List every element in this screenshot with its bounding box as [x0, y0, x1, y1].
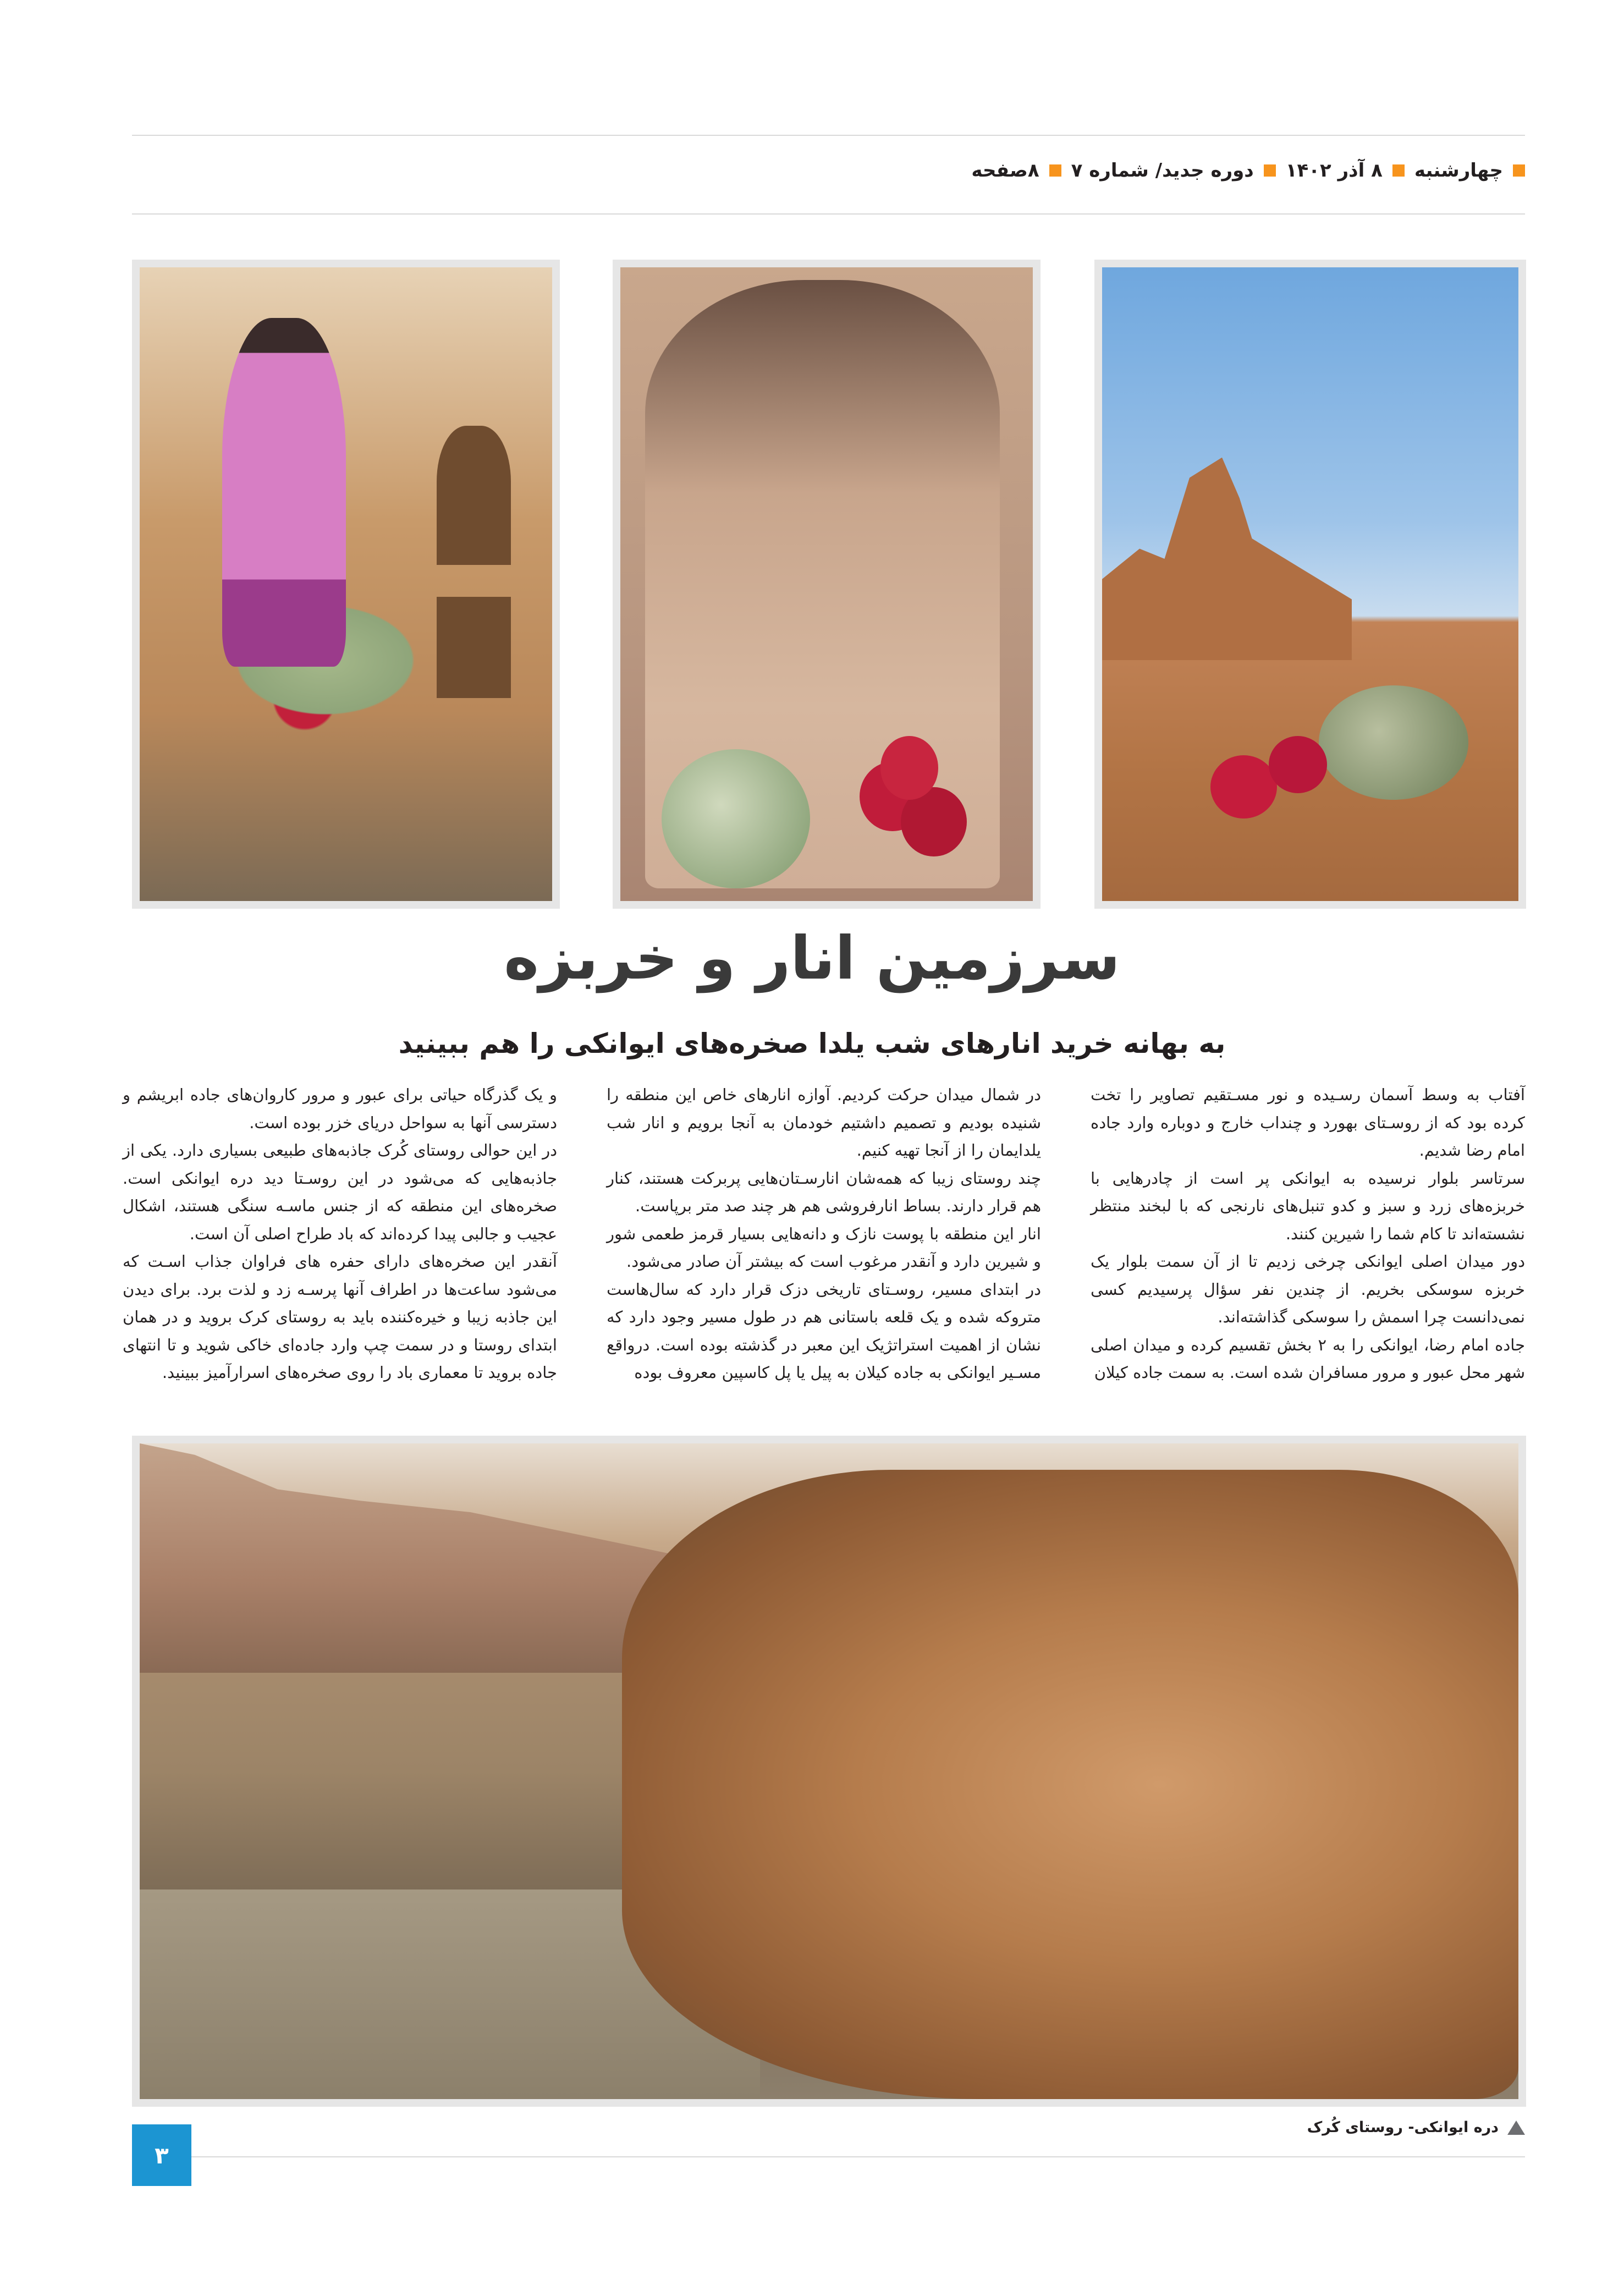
paragraph: جاده امام رضا، ایوانکی را به ۲ بخش تقسیم کرده و میدان اصلی شهر محل عبور و مرور مسافران شده است. به سمت جاده کیلان	[1091, 1335, 1525, 1382]
paragraph: آنقدر این صخره‌های دارای حفره های فراوان جذاب اسـت که می‌شود ساعت‌ها در اطراف آنها پرسـه زد و لذت برد. برای دیدن این جاذبه زیبا و خیره‌کننده باید به روستای کرک بروید و در همان ابتدای روستا و در سمت چپ وارد جاده‌ای خاکی شوید و تا انتهای جاده بروید تا معماری باد را روی صخره‌های اسرارآمیز ببینید.	[123, 1252, 557, 1382]
rock-formation	[1102, 458, 1352, 661]
page-number-badge	[132, 2124, 191, 2186]
article-column-3	[123, 1081, 557, 1387]
photo-image	[1102, 267, 1518, 901]
meta-issue: دوره جدید/ شماره ۷	[1071, 160, 1254, 182]
bullet-square	[1049, 164, 1061, 177]
bullet-square	[1392, 164, 1405, 177]
mountains	[140, 1443, 691, 1673]
paragraph: در این حوالی روستای کُرک جاذبه‌های طبیعی بسیاری دارد. یکی از جاذبه‌هایی که می‌شود در این روسـتا دید دره ایوانکی است. صخره‌های این منطقه که از جنس ماسـه سنگی هستند، اشکال عجیب و جالبی پیدا کرده‌اند که باد طراح اصلی آن است.	[123, 1141, 557, 1243]
pomegranate	[1210, 755, 1277, 819]
photo-image	[620, 267, 1033, 901]
photo-image	[140, 1443, 1518, 2099]
article-column-2	[607, 1081, 1041, 1387]
woman-figure	[222, 318, 346, 667]
melon	[662, 749, 810, 888]
pomegranate	[880, 736, 938, 799]
paragraph: و یک گذرگاه حیاتی برای عبور و مرور کاروان‌های جاده ابریشم و دسترسی آنها به سواحل دریای خزر بوده است.	[123, 1085, 557, 1132]
meta-pages: ۸صفحه	[971, 160, 1039, 182]
caption-text: دره ایوانکی- روستای کُرک	[1307, 2119, 1499, 2136]
paragraph: در شمال میدان حرکت کردیم. آوازه انارهای خاص این منطقه را شنیده بودیم و تصمیم داشتیم خودمان به آنجا برویم و انار شب یلدایمان را از آنجا تهیه کنیم.	[607, 1085, 1041, 1160]
photo-image	[140, 267, 552, 901]
paragraph: چند روستای زیبا که همه‌شان انارسـتان‌هایی پربرکت هستند، کنار هم قرار دارند. بساط انارفروشی هم هر چند صد متر برپاست.	[607, 1168, 1041, 1215]
footer-rule	[132, 2156, 1525, 2157]
meta-weekday: چهارشنبه	[1414, 160, 1503, 182]
photo-caption	[1307, 2119, 1525, 2136]
melon	[1319, 685, 1469, 799]
paragraph: دور میدان اصلی ایوانکی چرخی زدیم تا از آن سمت بلوار یک خربزه سوسکی بخریم. از چندین نفر سؤال پرسیدیم کسی نمی‌دانست چرا اسمش را سوسکی گذاشته‌اند.	[1091, 1252, 1525, 1326]
meta-date: ۸ آذر ۱۴۰۲	[1285, 160, 1383, 182]
article-subtitle: به بهانه خرید انارهای شب یلدا صخره‌های ایوانکی را هم ببینید	[398, 1028, 1226, 1059]
paragraph: انار این منطقه با پوست نازک و دانه‌هایی بسیار قرمز طعمی شور و شیرین دارد و آنقدر مرغوب است که بیشتر آن صادر می‌شود.	[607, 1224, 1041, 1271]
header-bottom-rule	[132, 213, 1525, 215]
page-number: ۳	[155, 2141, 169, 2169]
ruin-window	[437, 597, 511, 698]
paragraph: سرتاسر بلوار نرسیده به ایوانکی پر است از چادرهایی با خربزه‌های زرد و سبز و کدو تنبل‌های نارنجی که با لبخند منتظر نشسته‌اند تا کام شما را شیرین کنند.	[1091, 1168, 1525, 1243]
photo-rock-fruit	[1094, 260, 1526, 909]
paragraph: در ابتدای مسیر، روسـتای تاریخی دزک قرار دارد که سال‌هاست متروکه شده و یک قلعه باستانی هم در طول مسیر وجود دارد که نشان از اهمیت استراتژیک این معبر در گذشته بوده است. درواقع مسـیر ایوانکی به جاده کیلان به پیل یا پل کاسپین معروف بوده	[607, 1279, 1041, 1382]
sandstone-boulder	[622, 1470, 1518, 2099]
pomegranate	[1269, 736, 1327, 793]
photo-niche-fruit	[613, 260, 1041, 909]
issue-meta	[971, 160, 1525, 182]
header-top-rule	[132, 135, 1525, 136]
bullet-square	[1513, 164, 1525, 177]
article-column-1	[1091, 1081, 1525, 1387]
article-title: سرزمین انار و خربزه	[504, 924, 1120, 993]
paragraph: آفتاب به وسط آسمان رسـیده و نور مسـتقیم تصاویر را تخت کرده بود که از روسـتای بهورد و چنداب خارج و دوباره وارد جاده امام رضا شدیم.	[1091, 1085, 1525, 1160]
triangle-icon	[1507, 2121, 1525, 2135]
bullet-square	[1264, 164, 1276, 177]
photo-ivaneki-valley-rocks	[132, 1436, 1526, 2107]
photo-woman-pomegranates	[132, 260, 560, 909]
ruin-window	[437, 426, 511, 565]
